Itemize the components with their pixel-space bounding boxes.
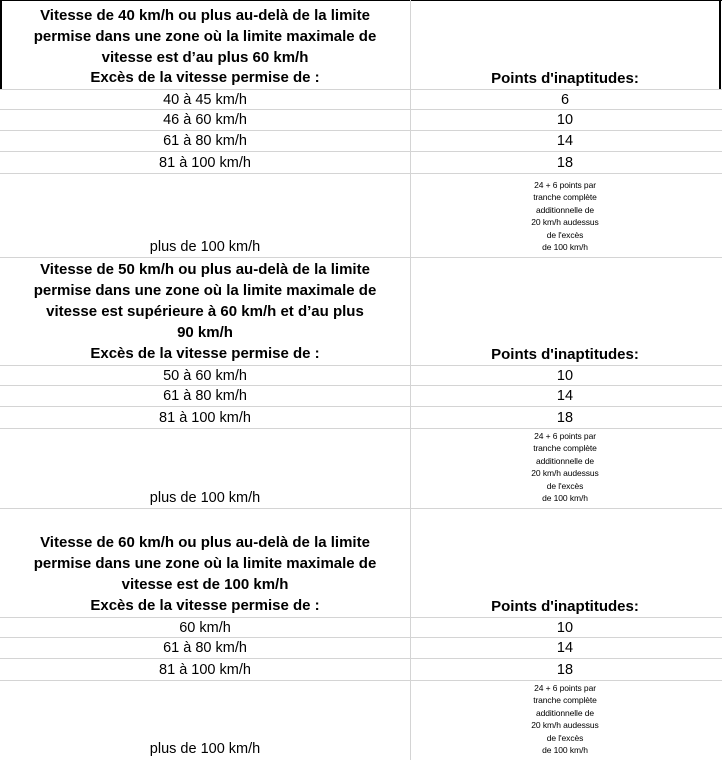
- points-cell: 14: [556, 133, 574, 149]
- heading-line: vitesse est d’au plus 60 km/h: [101, 49, 309, 66]
- column-header-excess: Excès de la vitesse permise de :: [90, 345, 320, 362]
- points-note: [490, 179, 640, 253]
- table-row[interactable]: [0, 89, 722, 110]
- note-line: 20 km/h audessus: [531, 468, 599, 479]
- table-row[interactable]: [0, 365, 722, 386]
- points-cell: 6: [560, 92, 570, 108]
- range-cell: 81 à 100 km/h: [159, 662, 251, 678]
- points-cell: 18: [556, 662, 574, 678]
- note-line: tranche complète: [533, 443, 597, 454]
- column-header-excess: Excès de la vitesse permise de :: [90, 597, 320, 614]
- column-header-points: Points d'inaptitudes:: [491, 598, 639, 615]
- heading-line: permise dans une zone où la limite maximale de: [33, 555, 377, 572]
- column-header-excess: Excès de la vitesse permise de :: [90, 69, 320, 86]
- range-cell: plus de 100 km/h: [149, 490, 261, 506]
- range-cell: 60 km/h: [179, 620, 231, 636]
- table-row[interactable]: [0, 638, 722, 659]
- range-cell: 40 à 45 km/h: [163, 92, 247, 108]
- range-cell: plus de 100 km/h: [149, 239, 261, 255]
- range-cell: plus de 100 km/h: [149, 741, 261, 757]
- note-line: de 100 km/h: [542, 745, 588, 756]
- points-cell: 14: [556, 640, 574, 656]
- border-top: [0, 0, 722, 1]
- note-line: de l'excès: [546, 229, 584, 240]
- heading-line: vitesse est supérieure à 60 km/h et d’au plus: [46, 303, 364, 320]
- note-line: additionnelle de: [536, 707, 594, 718]
- note-line: de l'excès: [546, 480, 584, 491]
- section-heading: [0, 532, 410, 595]
- range-cell: 61 à 80 km/h: [163, 388, 247, 404]
- column-header-points: Points d'inaptitudes:: [491, 70, 639, 87]
- note-line: 24 + 6 points par: [534, 431, 596, 441]
- note-line: 20 km/h audessus: [531, 217, 599, 228]
- column-divider: [410, 0, 411, 760]
- points-cell: 10: [556, 112, 574, 128]
- note-line: 20 km/h audessus: [531, 720, 599, 731]
- heading-line: permise dans une zone où la limite maximale de: [33, 28, 377, 45]
- range-cell: 61 à 80 km/h: [163, 640, 247, 656]
- note-line: additionnelle de: [536, 455, 594, 466]
- note-line: de 100 km/h: [542, 493, 588, 504]
- points-cell: 10: [556, 368, 574, 384]
- heading-line: 90 km/h: [177, 324, 233, 341]
- heading-line: permise dans une zone où la limite maximale de: [33, 282, 377, 299]
- section-heading: [0, 5, 410, 68]
- note-line: tranche complète: [533, 695, 597, 706]
- points-cell: 18: [556, 155, 574, 171]
- range-cell: 81 à 100 km/h: [159, 410, 251, 426]
- note-line: tranche complète: [533, 192, 597, 203]
- note-line: additionnelle de: [536, 204, 594, 215]
- points-note: [490, 430, 640, 504]
- note-line: 24 + 6 points par: [534, 180, 596, 190]
- heading-line: Vitesse de 50 km/h ou plus au-delà de la limite: [40, 261, 370, 278]
- range-cell: 61 à 80 km/h: [163, 133, 247, 149]
- table-row[interactable]: [0, 386, 722, 407]
- range-cell: 81 à 100 km/h: [159, 155, 251, 171]
- table-row[interactable]: [0, 131, 722, 152]
- table-row[interactable]: [0, 617, 722, 638]
- points-cell: 18: [556, 410, 574, 426]
- note-line: de l'excès: [546, 732, 584, 743]
- table-row[interactable]: [0, 152, 722, 174]
- points-cell: 10: [556, 620, 574, 636]
- section-heading: [0, 259, 410, 343]
- column-header-points: Points d'inaptitudes:: [491, 346, 639, 363]
- range-cell: 46 à 60 km/h: [163, 112, 247, 128]
- heading-line: Vitesse de 60 km/h ou plus au-delà de la limite: [40, 534, 370, 551]
- table-row[interactable]: [0, 407, 722, 429]
- table-row[interactable]: [0, 659, 722, 681]
- table-row[interactable]: [0, 110, 722, 131]
- heading-line: Vitesse de 40 km/h ou plus au-delà de la limite: [40, 7, 370, 24]
- note-line: 24 + 6 points par: [534, 683, 596, 693]
- points-cell: 14: [556, 388, 574, 404]
- points-note: [490, 682, 640, 756]
- range-cell: 50 à 60 km/h: [163, 368, 247, 384]
- note-line: de 100 km/h: [542, 242, 588, 253]
- heading-line: vitesse est de 100 km/h: [121, 576, 289, 593]
